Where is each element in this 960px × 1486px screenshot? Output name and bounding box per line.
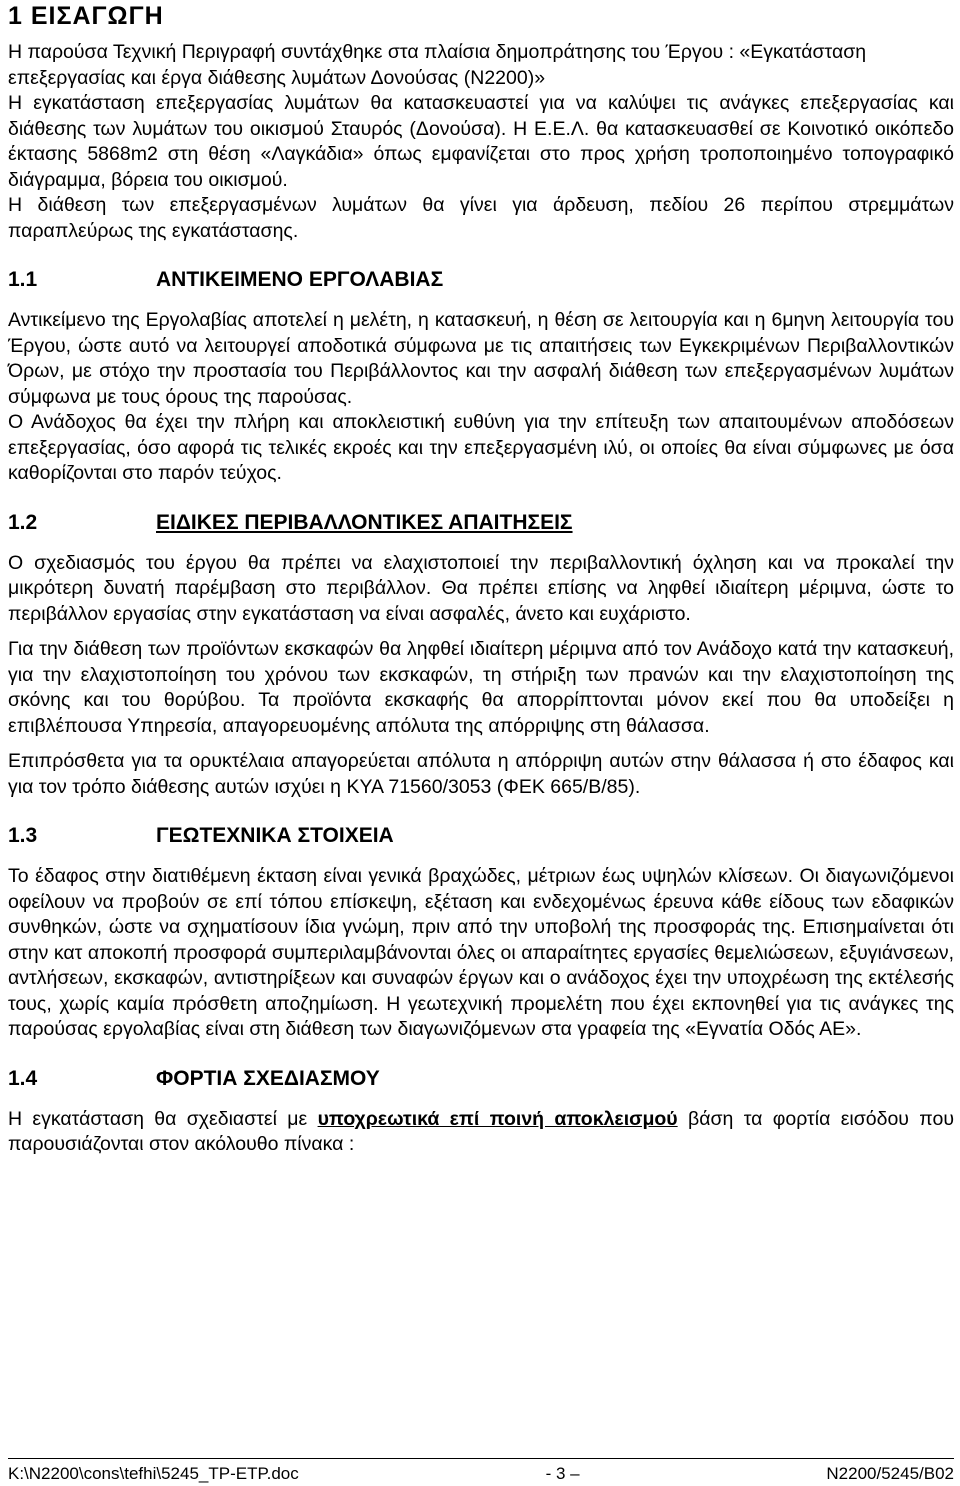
section-1-paragraph-2: Η εγκατάσταση επεξεργασίας λυμάτων θα κατασκευαστεί για να καλύψει τις ανάγκες επεξεργασίας και διάθεσης των λυμάτων του οικισμού Σταυρός (Δονούσα). Η Ε.Ε.Λ. θα κατασκευασθεί σε Κοινοτικό οικόπεδο έκτασης 5868m2 στη θέση «Λαγκάδια» όπως εμφανίζεται στο προς χρήση τροποποιημένο τοπογραφικό διάγραμμα, βόρεια του οικισμού. xyxy=(8,92,954,191)
footer-page-number: - 3 – xyxy=(545,1464,580,1483)
section-1-3-title: ΓΕΩΤΕΧΝΙΚΑ ΣΤΟΙΧΕΙΑ xyxy=(156,824,394,847)
section-1-2-paragraph-1: Ο σχεδιασμός του έργου θα πρέπει να ελαχιστοποιεί την περιβαλλοντική όχληση και να προκαλεί την μικρότερη δυνατή παρέμβαση στο περιβάλλον. Θα πρέπει επίσης να ληφθεί ιδιαίτερη μέριμνα, ώστε το περιβάλλον εργασίας στην εγκατάσταση να είναι ασφαλές, άνετο και ευχάριστο. xyxy=(8,551,954,625)
section-1-1-title: ΑΝΤΙΚΕΙΜΕΝΟ ΕΡΓΟΛΑΒΙΑΣ xyxy=(156,268,444,291)
section-1-4-title: ΦΟΡΤΙΑ ΣΧΕΔΙΑΣΜΟΥ xyxy=(156,1066,380,1090)
section-1-3-heading xyxy=(8,822,954,850)
footer-document-code: N2200/5245/B02 xyxy=(826,1464,954,1483)
document-page xyxy=(8,0,954,1158)
section-1-3-paragraph-1: Το έδαφος στην διατιθέμενη έκταση είναι γενικά βραχώδες, μέτριων έως υψηλών κλίσεων. Οι διαγωνιζόμενοι οφείλουν να προβούν σε επί τόπου επίσκεψη, εξέταση και ενδεχομένως έρευνα κάθε είδους των εδαφικών συνθηκών, ώστε να σχηματίσουν ίδια γνώμη, πριν από την υποβολή της προσφοράς της. Επισημαίνεται ότι στην κατ αποκοπή προσφορά συμπεριλαμβάνονται όλες οι απαραίτητες εργασίες θεμελιώσεων, εξυγιάνσεων, αντλήσεων, εκσκαφών, αντιστηρίξεων και συναφών έργων και ο ανάδοχος έχει την υποχρέωση της εκτέλεσής τους, χωρίς καμία πρόσθετη αποζημίωση. Η γεωτεχνική προμελέτη που έχει εκπονηθεί για τις ανάγκες της παρούσας εργολαβίας είναι στη διάθεση των διαγωνιζόμενων στα γραφεία της «Εγνατία Οδός ΑΕ». xyxy=(8,865,954,1040)
section-1-4-number: 1.4 xyxy=(8,1066,38,1090)
section-1-2-number: 1.2 xyxy=(8,510,38,534)
section-1-2-paragraph-2: Για την διάθεση των προϊόντων εκσκαφών θα ληφθεί ιδιαίτερη μέριμνα από τον Ανάδοχο κατά την κατασκευή, για την ελαχιστοποίηση του χρόνου των εκσκαφών, τη στήριξη των πρανών και την ελαχιστοποίηση της σκόνης και του θορύβου. Τα προϊόντα εκσκαφής θα απορρίπτονται μόνον εκεί που θα υποδείξει η επιβλέπουσα Υπηρεσία, απαγορευομένης απόλυτα της απόρριψης στη θάλασσα. xyxy=(8,638,954,737)
section-1-1-number: 1.1 xyxy=(8,268,38,291)
section-1-1-paragraph-2: Ο Ανάδοχος θα έχει την πλήρη και αποκλειστική ευθύνη για την επίτευξη των απαιτουμένων αποδόσεων επεξεργασίας, όσο αφορά τις τελικές εκροές και την επεξεργασμένη ιλύ, οι οποίες θα είναι σύμφωνες με όσα καθορίζονται στο παρόν τεύχος. xyxy=(8,411,954,484)
section-1-paragraph-1: Η παρούσα Τεχνική Περιγραφή συντάχθηκε στα πλαίσια δημοπράτησης του Έργου : «Εγκατάσταση επεξεργασίας και έργα διάθεσης λυμάτων Δονούσας (Ν2200)» xyxy=(8,41,867,89)
section-1-3-number: 1.3 xyxy=(8,824,38,847)
section-1-heading: 1 ΕΙΣΑΓΩΓΗ xyxy=(8,2,164,30)
section-1-2-heading xyxy=(8,509,954,537)
section-1-4-text-before: Η εγκατάσταση θα σχεδιαστεί με xyxy=(8,1107,318,1130)
section-1-4-text-after: βάση τα φορτία εισόδου που παρουσιάζονται στον ακόλουθο πίνακα : xyxy=(8,1107,954,1155)
section-1-4-heading xyxy=(8,1065,954,1093)
section-1-2-title: ΕΙΔΙΚΕΣ ΠΕΡΙΒΑΛΛΟΝΤΙΚΕΣ ΑΠΑΙΤΗΣΕΙΣ xyxy=(156,510,573,534)
section-1-1-heading xyxy=(8,266,954,294)
section-1-4-emphasis: υποχρεωτικά επί ποινή αποκλεισμού xyxy=(317,1107,678,1130)
section-1-4-paragraph-1 xyxy=(8,1107,954,1158)
footer-file-path: K:\N2200\cons\tefhi\5245_TP-ETP.doc xyxy=(8,1464,299,1483)
page-footer xyxy=(8,1458,954,1484)
section-1-2-paragraph-3: Επιπρόσθετα για τα ορυκτέλαια απαγορεύεται απόλυτα η απόρριψη αυτών στην θάλασσα ή στο έδαφος και για τον τρόπο διάθεσης αυτών ισχύει η ΚΥΑ 71560/3053 (ΦΕΚ 665/Β/85). xyxy=(8,750,954,798)
section-1-1-paragraph-1: Αντικείμενο της Εργολαβίας αποτελεί η μελέτη, η κατασκευή, η θέση σε λειτουργία και η 6μηνη λειτουργία του Έργου, ώστε αυτό να λειτουργεί αποδοτικά σύμφωνα με τις απαιτήσεις των Εγκεκριμένων Περιβαλλοντικών Όρων, με στόχο την προστασία του Περιβάλλοντος και την ασφαλή διάθεση των επεξεργασμένων λυμάτων σύμφωνα με τους όρους της παρούσας. xyxy=(8,309,954,408)
section-1-paragraph-3: Η διάθεση των επεξεργασμένων λυμάτων θα γίνει για άρδευση, πεδίου 26 περίπου στρεμμάτων παραπλεύρως της εγκατάστασης. xyxy=(8,194,954,242)
